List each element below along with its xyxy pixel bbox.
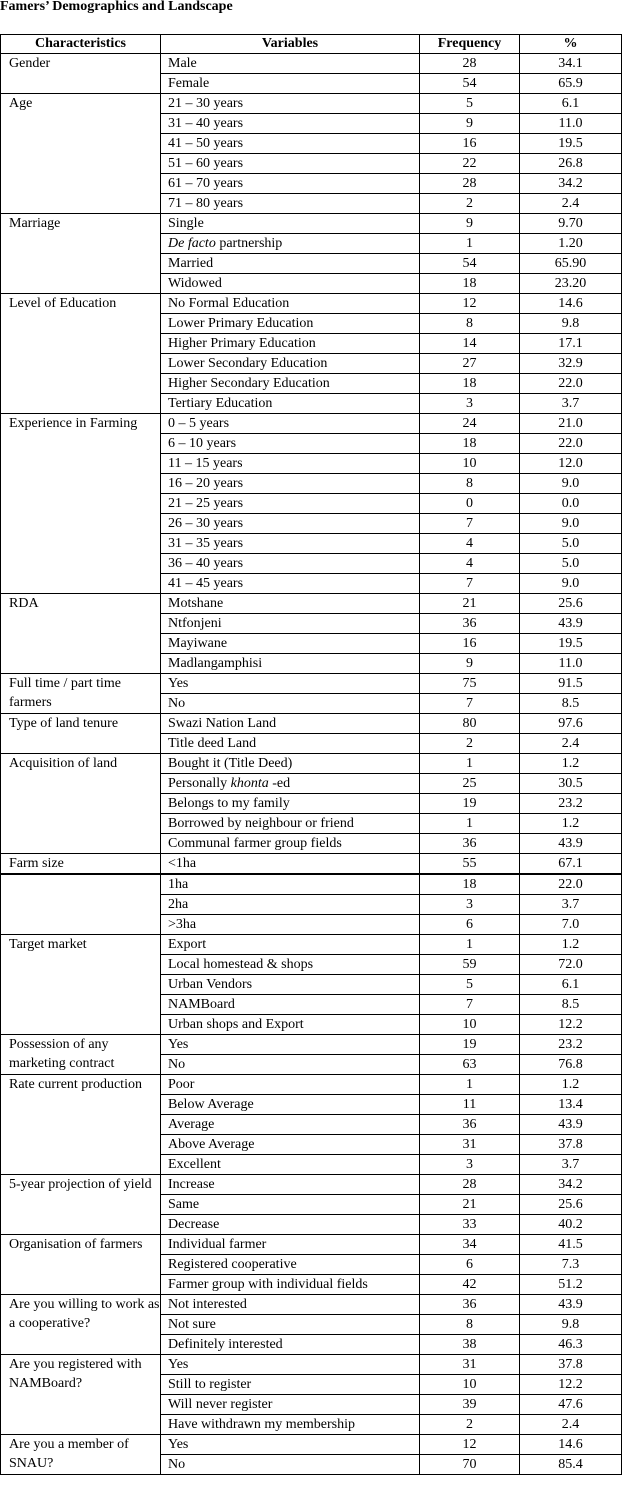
percent-cell: 6.1 [520, 94, 622, 114]
table-row [1, 1295, 622, 1315]
frequency-cell: 18 [420, 874, 520, 895]
frequency-cell: 2 [420, 194, 520, 214]
frequency-cell: 1 [420, 754, 520, 774]
characteristic-cell: Organisation of farmers [1, 1235, 161, 1295]
frequency-cell: 1 [420, 1075, 520, 1095]
percent-cell: 9.8 [520, 314, 622, 334]
frequency-cell: 18 [420, 434, 520, 454]
table-row [1, 714, 622, 734]
frequency-cell: 12 [420, 1435, 520, 1455]
percent-cell: 26.8 [520, 154, 622, 174]
frequency-cell: 8 [420, 1315, 520, 1335]
percent-cell: 1.2 [520, 754, 622, 774]
frequency-cell: 36 [420, 834, 520, 854]
variable-cell: 41 – 50 years [161, 134, 420, 154]
frequency-cell: 33 [420, 1215, 520, 1235]
percent-cell: 2.4 [520, 734, 622, 754]
frequency-cell: 28 [420, 1175, 520, 1195]
header-variables: Variables [161, 35, 420, 54]
variable-cell: No [161, 1455, 420, 1475]
variable-cell: Individual farmer [161, 1235, 420, 1255]
variable-cell: Motshane [161, 594, 420, 614]
frequency-cell: 1 [420, 935, 520, 955]
characteristic-cell: Level of Education [1, 294, 161, 414]
frequency-cell: 16 [420, 634, 520, 654]
variable-cell: Will never register [161, 1395, 420, 1415]
variable-cell: Same [161, 1195, 420, 1215]
variable-cell: Below Average [161, 1095, 420, 1115]
percent-cell: 1.2 [520, 935, 622, 955]
variable-cell: Yes [161, 674, 420, 694]
percent-cell: 12.2 [520, 1375, 622, 1395]
percent-cell: 19.5 [520, 634, 622, 654]
variable-cell: Increase [161, 1175, 420, 1195]
variable-cell: Female [161, 74, 420, 94]
percent-cell: 1.2 [520, 814, 622, 834]
variable-cell: Higher Primary Education [161, 334, 420, 354]
percent-cell: 2.4 [520, 1415, 622, 1435]
variable-cell: Widowed [161, 274, 420, 294]
frequency-cell: 25 [420, 774, 520, 794]
percent-cell: 22.0 [520, 874, 622, 895]
variable-cell: Not sure [161, 1315, 420, 1335]
table-row [1, 94, 622, 114]
characteristic-cell: Full time / part time farmers [1, 674, 161, 714]
frequency-cell: 18 [420, 274, 520, 294]
percent-cell: 7.0 [520, 915, 622, 935]
variable-cell: Male [161, 54, 420, 74]
variable-cell: Still to register [161, 1375, 420, 1395]
table-row [1, 294, 622, 314]
percent-cell: 22.0 [520, 374, 622, 394]
variable-cell: Lower Primary Education [161, 314, 420, 334]
frequency-cell: 6 [420, 915, 520, 935]
variable-cell: Urban Vendors [161, 975, 420, 995]
frequency-cell: 21 [420, 1195, 520, 1215]
variable-cell: Local homestead & shops [161, 955, 420, 975]
characteristic-cell: Are you registered with NAMBoard? [1, 1355, 161, 1435]
frequency-cell: 39 [420, 1395, 520, 1415]
percent-cell: 9.0 [520, 574, 622, 594]
variable-cell: 21 – 25 years [161, 494, 420, 514]
variable-cell: Definitely interested [161, 1335, 420, 1355]
percent-cell: 34.2 [520, 174, 622, 194]
variable-cell: Not interested [161, 1295, 420, 1315]
percent-cell: 85.4 [520, 1455, 622, 1475]
variable-cell: Have withdrawn my membership [161, 1415, 420, 1435]
frequency-cell: 10 [420, 1375, 520, 1395]
variable-cell: Belongs to my family [161, 794, 420, 814]
variable-cell: Average [161, 1115, 420, 1135]
frequency-cell: 2 [420, 1415, 520, 1435]
header-frequency: Frequency [420, 35, 520, 54]
frequency-cell: 11 [420, 1095, 520, 1115]
percent-cell: 41.5 [520, 1235, 622, 1255]
percent-cell: 12.2 [520, 1015, 622, 1035]
characteristic-cell: Possession of any marketing contract [1, 1035, 161, 1075]
percent-cell: 65.90 [520, 254, 622, 274]
percent-cell: 8.5 [520, 995, 622, 1015]
frequency-cell: 34 [420, 1235, 520, 1255]
table-row [1, 935, 622, 955]
percent-cell: 32.9 [520, 354, 622, 374]
percent-cell: 76.8 [520, 1055, 622, 1075]
frequency-cell: 22 [420, 154, 520, 174]
variable-cell: 0 – 5 years [161, 414, 420, 434]
percent-cell: 67.1 [520, 854, 622, 875]
percent-cell: 5.0 [520, 534, 622, 554]
variable-cell: Single [161, 214, 420, 234]
variable-cell: Above Average [161, 1135, 420, 1155]
frequency-cell: 5 [420, 975, 520, 995]
frequency-cell: 10 [420, 454, 520, 474]
percent-cell: 1.20 [520, 234, 622, 254]
variable-cell: Ntfonjeni [161, 614, 420, 634]
characteristic-cell [1, 874, 161, 935]
percent-cell: 43.9 [520, 1115, 622, 1135]
variable-cell: Higher Secondary Education [161, 374, 420, 394]
variable-cell: <1ha [161, 854, 420, 875]
table-row [1, 1075, 622, 1095]
percent-cell: 25.6 [520, 1195, 622, 1215]
percent-cell: 12.0 [520, 454, 622, 474]
frequency-cell: 12 [420, 294, 520, 314]
percent-cell: 23.2 [520, 794, 622, 814]
characteristic-cell: Are you a member of SNAU? [1, 1435, 161, 1475]
variable-cell: Yes [161, 1035, 420, 1055]
frequency-cell: 31 [420, 1135, 520, 1155]
demographics-table [0, 34, 622, 1475]
frequency-cell: 36 [420, 1295, 520, 1315]
table-row [1, 1355, 622, 1375]
frequency-cell: 63 [420, 1055, 520, 1075]
variable-cell: De facto partnership [161, 234, 420, 254]
frequency-cell: 0 [420, 494, 520, 514]
variable-cell: 6 – 10 years [161, 434, 420, 454]
table-body [1, 54, 622, 1475]
variable-cell: Farmer group with individual fields [161, 1275, 420, 1295]
frequency-cell: 80 [420, 714, 520, 734]
percent-cell: 30.5 [520, 774, 622, 794]
frequency-cell: 24 [420, 414, 520, 434]
frequency-cell: 28 [420, 174, 520, 194]
percent-cell: 21.0 [520, 414, 622, 434]
frequency-cell: 7 [420, 574, 520, 594]
percent-cell: 11.0 [520, 654, 622, 674]
variable-cell: 31 – 35 years [161, 534, 420, 554]
variable-cell: 71 – 80 years [161, 194, 420, 214]
header-characteristics: Characteristics [1, 35, 161, 54]
table-row [1, 1175, 622, 1195]
frequency-cell: 3 [420, 1155, 520, 1175]
percent-cell: 19.5 [520, 134, 622, 154]
percent-cell: 34.2 [520, 1175, 622, 1195]
characteristic-cell: Acquisition of land [1, 754, 161, 854]
variable-cell: 41 – 45 years [161, 574, 420, 594]
table-row [1, 874, 622, 895]
characteristic-cell: Type of land tenure [1, 714, 161, 754]
frequency-cell: 6 [420, 1255, 520, 1275]
characteristic-cell: Target market [1, 935, 161, 1035]
variable-cell: Swazi Nation Land [161, 714, 420, 734]
variable-cell: Excellent [161, 1155, 420, 1175]
percent-cell: 46.3 [520, 1335, 622, 1355]
table-row [1, 674, 622, 694]
percent-cell: 23.20 [520, 274, 622, 294]
frequency-cell: 54 [420, 74, 520, 94]
percent-cell: 9.8 [520, 1315, 622, 1335]
frequency-cell: 9 [420, 654, 520, 674]
percent-cell: 40.2 [520, 1215, 622, 1235]
header-row [1, 35, 622, 54]
table-row [1, 1235, 622, 1255]
frequency-cell: 36 [420, 614, 520, 634]
frequency-cell: 1 [420, 234, 520, 254]
variable-cell: Married [161, 254, 420, 274]
variable-cell: 26 – 30 years [161, 514, 420, 534]
frequency-cell: 3 [420, 394, 520, 414]
percent-cell: 43.9 [520, 834, 622, 854]
characteristic-cell: Age [1, 94, 161, 214]
variable-cell: Export [161, 935, 420, 955]
percent-cell: 97.6 [520, 714, 622, 734]
variable-cell: Title deed Land [161, 734, 420, 754]
frequency-cell: 59 [420, 955, 520, 975]
characteristic-cell: Marriage [1, 214, 161, 294]
percent-cell: 34.1 [520, 54, 622, 74]
percent-cell: 7.3 [520, 1255, 622, 1275]
characteristic-cell: Gender [1, 54, 161, 94]
table-row [1, 594, 622, 614]
percent-cell: 91.5 [520, 674, 622, 694]
frequency-cell: 70 [420, 1455, 520, 1475]
characteristic-cell: Experience in Farming [1, 414, 161, 594]
frequency-cell: 16 [420, 134, 520, 154]
frequency-cell: 9 [420, 114, 520, 134]
frequency-cell: 8 [420, 474, 520, 494]
table-row [1, 754, 622, 774]
table-row [1, 54, 622, 74]
frequency-cell: 2 [420, 734, 520, 754]
frequency-cell: 7 [420, 514, 520, 534]
percent-cell: 25.6 [520, 594, 622, 614]
percent-cell: 8.5 [520, 694, 622, 714]
percent-cell: 14.6 [520, 294, 622, 314]
frequency-cell: 42 [420, 1275, 520, 1295]
percent-cell: 9.70 [520, 214, 622, 234]
frequency-cell: 31 [420, 1355, 520, 1375]
table-row [1, 854, 622, 875]
frequency-cell: 7 [420, 995, 520, 1015]
variable-cell: Urban shops and Export [161, 1015, 420, 1035]
percent-cell: 9.0 [520, 474, 622, 494]
characteristic-cell: 5-year projection of yield [1, 1175, 161, 1235]
variable-cell: 16 – 20 years [161, 474, 420, 494]
variable-cell: Yes [161, 1355, 420, 1375]
percent-cell: 14.6 [520, 1435, 622, 1455]
frequency-cell: 4 [420, 554, 520, 574]
frequency-cell: 27 [420, 354, 520, 374]
variable-cell: No [161, 694, 420, 714]
percent-cell: 9.0 [520, 514, 622, 534]
percent-cell: 43.9 [520, 1295, 622, 1315]
percent-cell: 37.8 [520, 1135, 622, 1155]
variable-cell: >3ha [161, 915, 420, 935]
variable-cell: Lower Secondary Education [161, 354, 420, 374]
characteristic-cell: Are you willing to work as a cooperative? [1, 1295, 161, 1355]
percent-cell: 2.4 [520, 194, 622, 214]
percent-cell: 1.2 [520, 1075, 622, 1095]
frequency-cell: 3 [420, 895, 520, 915]
percent-cell: 72.0 [520, 955, 622, 975]
variable-cell: No Formal Education [161, 294, 420, 314]
percent-cell: 17.1 [520, 334, 622, 354]
frequency-cell: 18 [420, 374, 520, 394]
frequency-cell: 75 [420, 674, 520, 694]
variable-cell: 2ha [161, 895, 420, 915]
frequency-cell: 19 [420, 794, 520, 814]
frequency-cell: 14 [420, 334, 520, 354]
percent-cell: 47.6 [520, 1395, 622, 1415]
percent-cell: 51.2 [520, 1275, 622, 1295]
characteristic-cell: Rate current production [1, 1075, 161, 1175]
percent-cell: 43.9 [520, 614, 622, 634]
variable-cell: Communal farmer group fields [161, 834, 420, 854]
characteristic-cell: RDA [1, 594, 161, 674]
variable-cell: 31 – 40 years [161, 114, 420, 134]
variable-cell: Poor [161, 1075, 420, 1095]
frequency-cell: 38 [420, 1335, 520, 1355]
percent-cell: 6.1 [520, 975, 622, 995]
variable-cell: Tertiary Education [161, 394, 420, 414]
frequency-cell: 5 [420, 94, 520, 114]
frequency-cell: 9 [420, 214, 520, 234]
frequency-cell: 8 [420, 314, 520, 334]
variable-cell: 51 – 60 years [161, 154, 420, 174]
variable-cell: 36 – 40 years [161, 554, 420, 574]
percent-cell: 65.9 [520, 74, 622, 94]
table-row [1, 1435, 622, 1455]
percent-cell: 3.7 [520, 895, 622, 915]
percent-cell: 0.0 [520, 494, 622, 514]
percent-cell: 3.7 [520, 394, 622, 414]
table-title: Famers’ Demographics and Landscape [0, 0, 233, 14]
variable-cell: 11 – 15 years [161, 454, 420, 474]
variable-cell: Personally khonta -ed [161, 774, 420, 794]
frequency-cell: 28 [420, 54, 520, 74]
frequency-cell: 54 [420, 254, 520, 274]
table-row [1, 214, 622, 234]
variable-cell: Mayiwane [161, 634, 420, 654]
header-percent: % [520, 35, 622, 54]
percent-cell: 22.0 [520, 434, 622, 454]
variable-cell: NAMBoard [161, 995, 420, 1015]
table-row [1, 414, 622, 434]
percent-cell: 37.8 [520, 1355, 622, 1375]
variable-cell: Yes [161, 1435, 420, 1455]
variable-cell: 1ha [161, 874, 420, 895]
frequency-cell: 21 [420, 594, 520, 614]
table-row [1, 1035, 622, 1055]
variable-cell: Borrowed by neighbour or friend [161, 814, 420, 834]
variable-cell: 21 – 30 years [161, 94, 420, 114]
variable-cell: Decrease [161, 1215, 420, 1235]
characteristic-cell: Farm size [1, 854, 161, 875]
percent-cell: 3.7 [520, 1155, 622, 1175]
frequency-cell: 19 [420, 1035, 520, 1055]
frequency-cell: 55 [420, 854, 520, 875]
variable-cell: 61 – 70 years [161, 174, 420, 194]
variable-cell: Bought it (Title Deed) [161, 754, 420, 774]
variable-cell: No [161, 1055, 420, 1075]
variable-cell: Madlangamphisi [161, 654, 420, 674]
frequency-cell: 36 [420, 1115, 520, 1135]
percent-cell: 13.4 [520, 1095, 622, 1115]
variable-cell: Registered cooperative [161, 1255, 420, 1275]
percent-cell: 11.0 [520, 114, 622, 134]
frequency-cell: 1 [420, 814, 520, 834]
frequency-cell: 7 [420, 694, 520, 714]
frequency-cell: 10 [420, 1015, 520, 1035]
percent-cell: 23.2 [520, 1035, 622, 1055]
percent-cell: 5.0 [520, 554, 622, 574]
frequency-cell: 4 [420, 534, 520, 554]
